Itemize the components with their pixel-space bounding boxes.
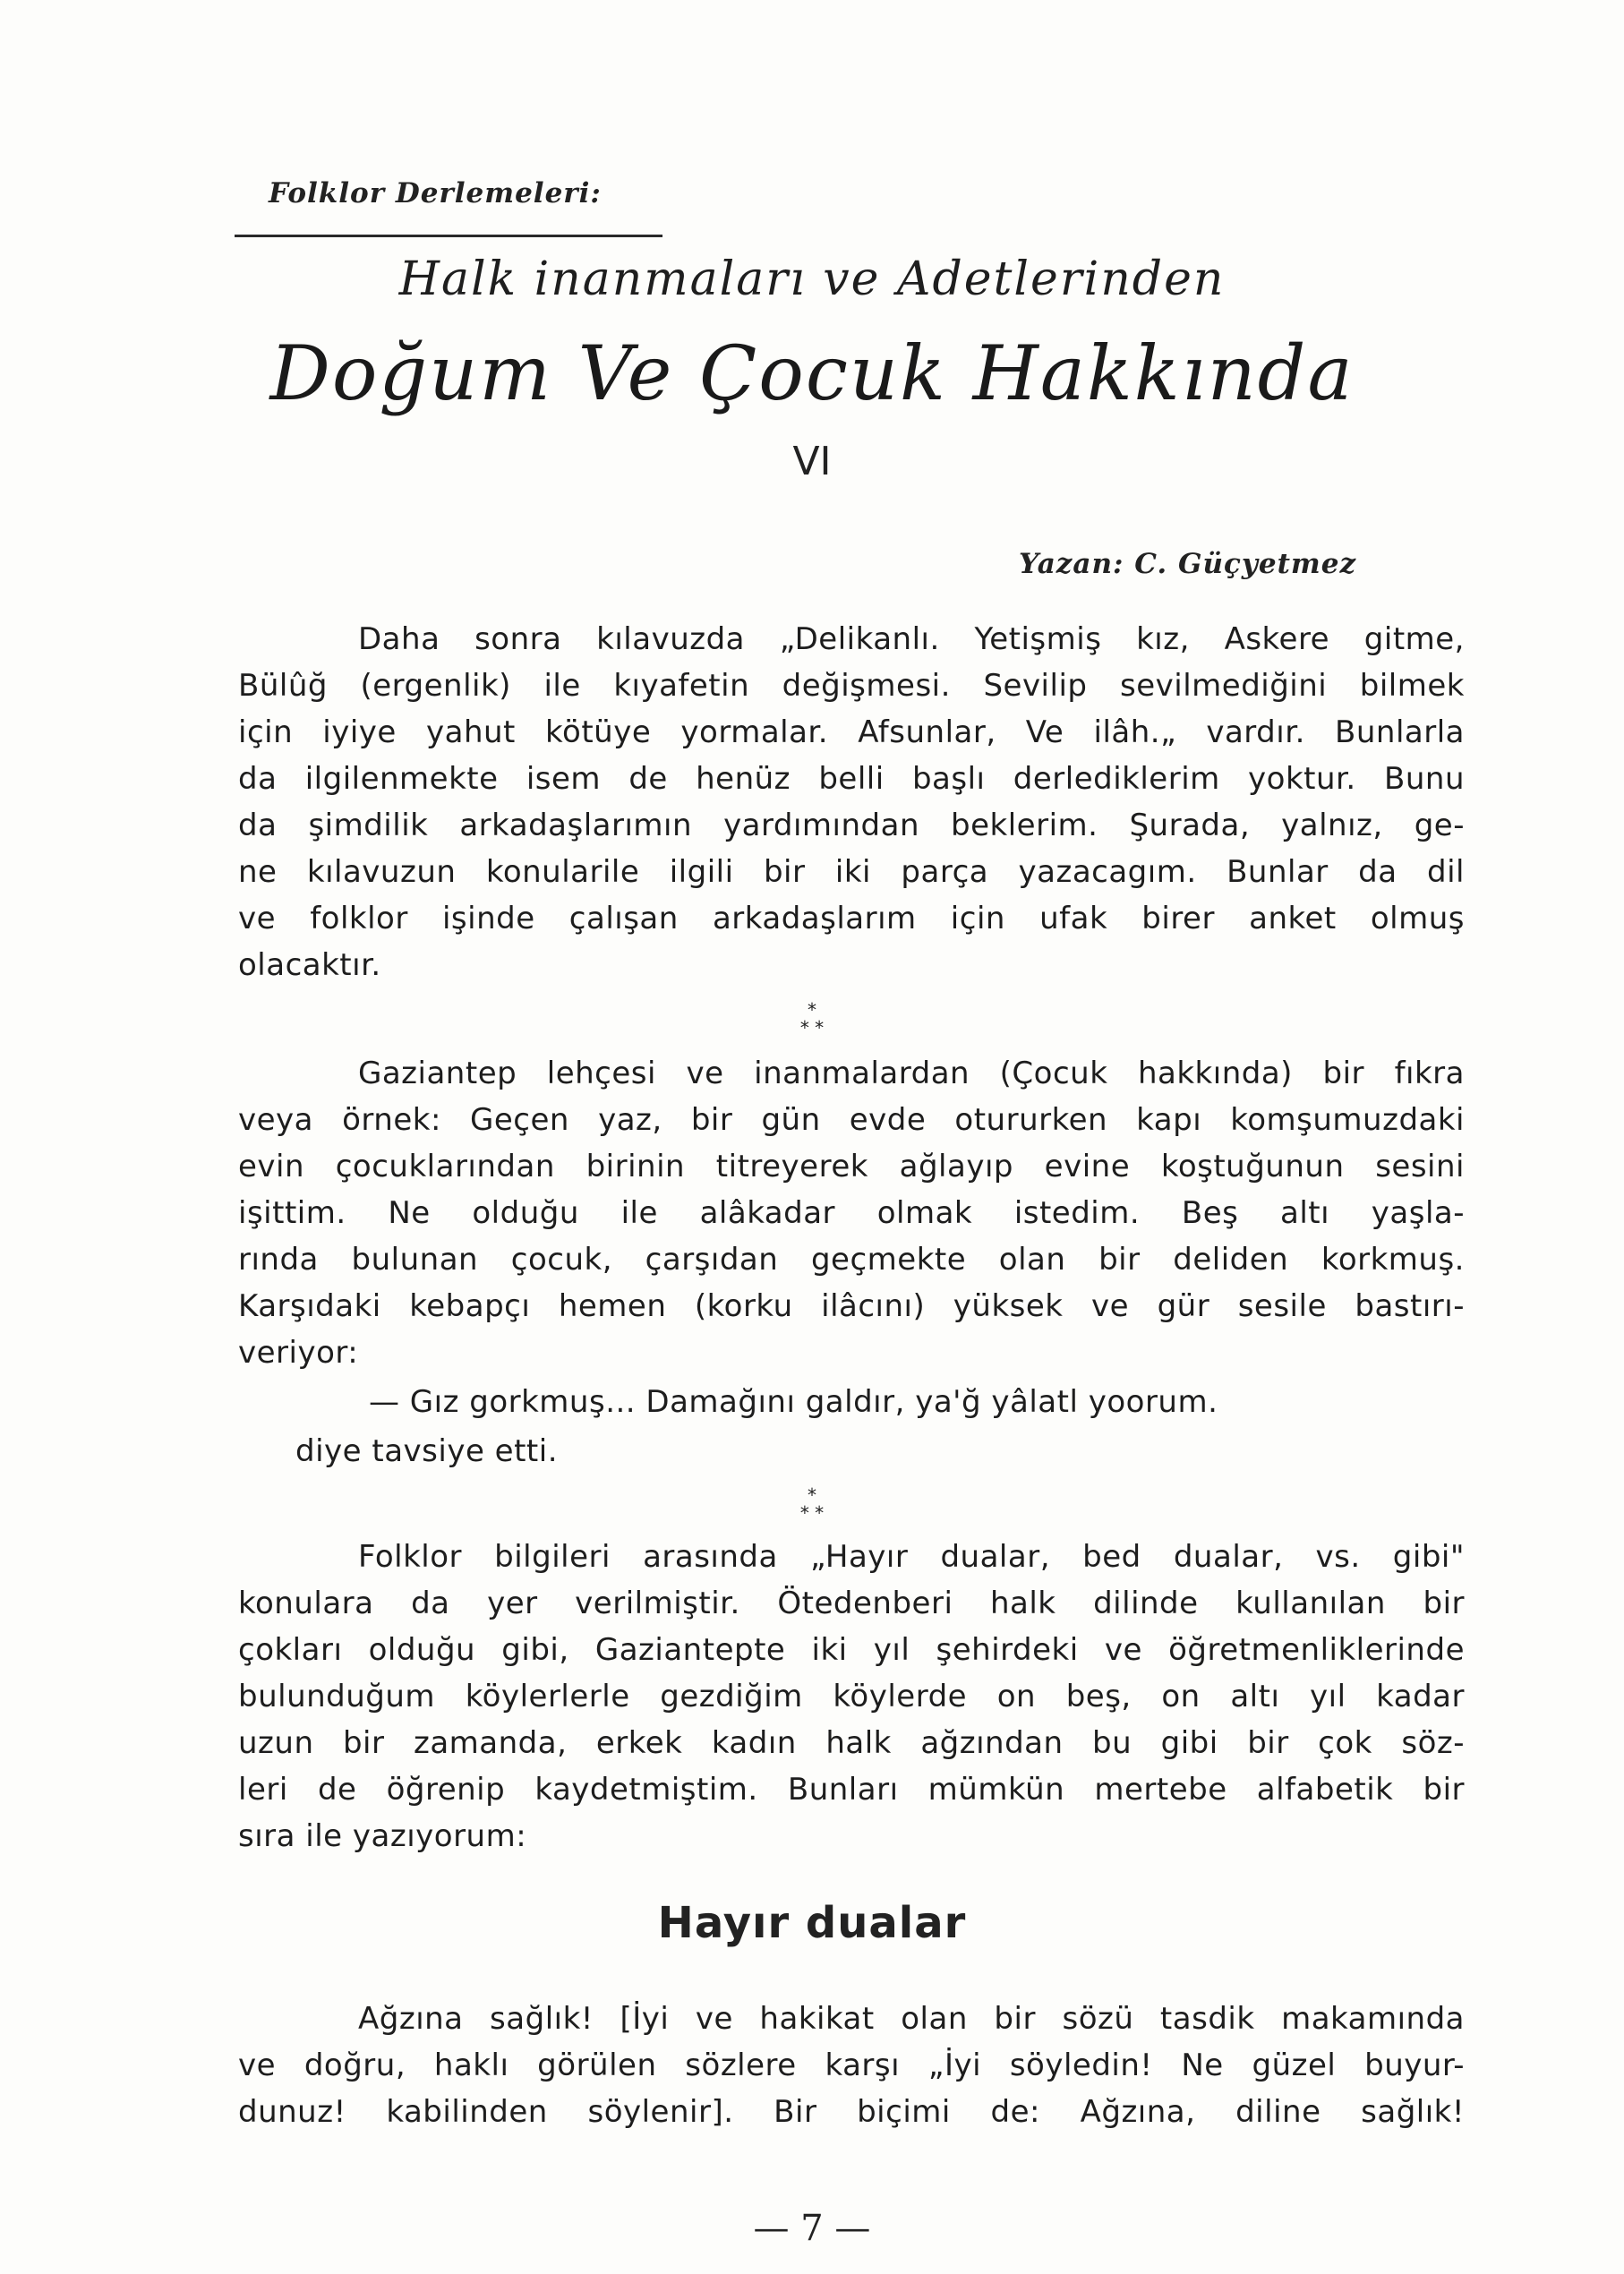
section-separator: * * * [799, 999, 825, 1039]
paragraph-line: uzun bir zamanda, erkek kadın halk ağzından bu gibi bir çok söz- [238, 1725, 1465, 1761]
paragraph-line: ve folklor işinde çalışan arkadaşlarım için ufak birer anket olmuş [238, 901, 1465, 936]
page-number: — 7 — [753, 2208, 871, 2249]
paragraph-line: işittim. Ne olduğu ile alâkadar olmak istedim. Beş altı yaşla- [238, 1195, 1465, 1231]
paragraph-line: bulunduğum köylerlerle gezdiğim köylerde on beş, on altı yıl kadar [238, 1679, 1465, 1714]
paragraph-line: rında bulunan çocuk, çarşıdan geçmekte olan bir deliden korkmuş. [238, 1242, 1465, 1278]
paragraph-line: çokları olduğu gibi, Gaziantepte iki yıl şehirdeki ve öğretmenliklerinde [238, 1632, 1465, 1668]
paragraph-line: Folklor bilgileri arasında „Hayır dualar, bed dualar, vs. gibi" [358, 1539, 1465, 1575]
author-byline: Yazan: C. Güçyetmez [1019, 548, 1357, 580]
part-number: VI [792, 439, 832, 484]
paragraph-line: konulara da yer verilmiştir. Ötedenberi halk dilinde kullanılan bir [238, 1586, 1465, 1621]
series-label: Folklor Derlemeleri: [269, 177, 602, 209]
dialogue-quote: — Gız gorkmuş... Damağını galdır, ya'ğ yâlatl yoorum. [369, 1384, 1218, 1420]
section-separator: * * * [799, 1484, 825, 1524]
paragraph-line: diye tavsiye etti. [295, 1433, 559, 1469]
paragraph-line: Gaziantep lehçesi ve inanmalardan (Çocuk hakkında) bir fıkra [358, 1056, 1465, 1091]
article-subtitle: Halk inanmaları ve Adetlerinden [398, 252, 1226, 306]
paragraph-line: Bülûğ (ergenlik) ile kıyafetin değişmesi. Sevilip sevilmediğini bilmek [238, 668, 1465, 704]
paragraph-line: da şimdilik arkadaşlarımın yardımından beklerim. Şurada, yalnız, ge- [238, 808, 1465, 843]
paragraph-line: ve doğru, haklı görülen sözlere karşı „İyi söyledin! Ne güzel buyur- [238, 2047, 1465, 2083]
paragraph-line: Daha sonra kılavuzda „Delikanlı. Yetişmiş kız, Askere gitme, [358, 621, 1465, 657]
paragraph-line: dunuz! kabilinden söylenir]. Bir biçimi de: Ağzına, diline sağlık! [238, 2094, 1465, 2130]
paragraph-line: için iyiye yahut kötüye yormalar. Afsunlar, Ve ilâh.„ vardır. Bunlarla [238, 714, 1465, 750]
paragraph-line: veriyor: [238, 1335, 359, 1371]
paragraph-line: ne kılavuzun konularile ilgili bir iki parça yazacagım. Bunlar da dil [238, 854, 1465, 890]
series-underline [235, 235, 662, 237]
paragraph-line: Karşıdaki kebapçı hemen (korku ilâcını) yüksek ve gür sesile bastırı- [238, 1288, 1465, 1324]
article-title: Doğum Ve Çocuk Hakkında [269, 329, 1355, 417]
paragraph-line: leri de öğrenip kaydetmiştim. Bunları mümkün mertebe alfabetik bir [238, 1772, 1465, 1808]
paragraph-line: olacaktır. [238, 947, 381, 983]
paragraph-line: da ilgilenmekte isem de henüz belli başlı derlediklerim yoktur. Bunu [238, 761, 1465, 797]
section-heading: Hayır dualar [657, 1898, 967, 1948]
paragraph-line: evin çocuklarından birinin titreyerek ağlayıp evine koştuğunun sesini [238, 1149, 1465, 1184]
paragraph-line: Ağzına sağlık! [İyi ve hakikat olan bir sözü tasdik makamında [358, 2001, 1465, 2037]
paragraph-line: sıra ile yazıyorum: [238, 1818, 527, 1854]
paragraph-line: veya örnek: Geçen yaz, bir gün evde otururken kapı komşumuzdaki [238, 1102, 1465, 1138]
